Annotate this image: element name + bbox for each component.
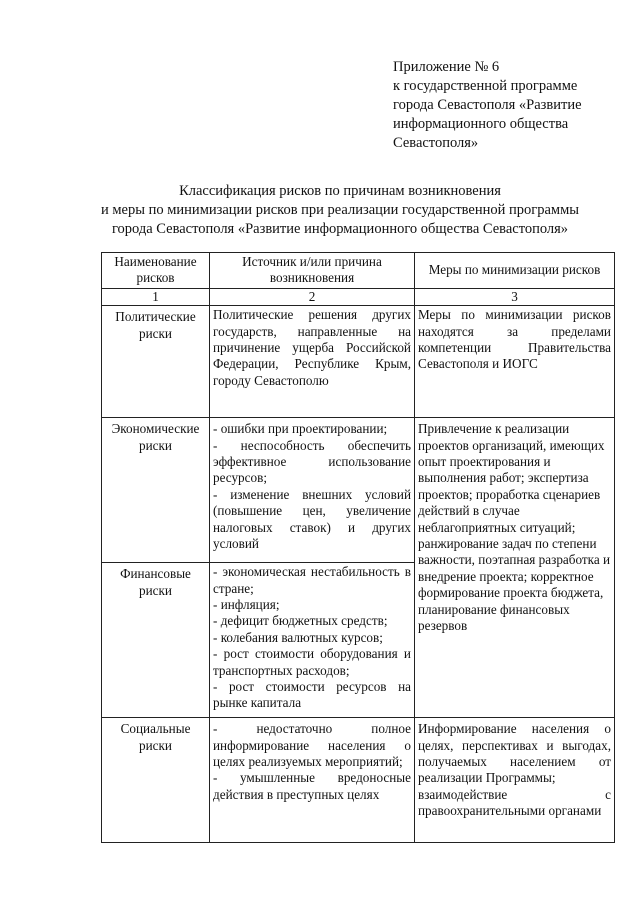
source-item: - рост стоимости оборудования и транспортных расходов; (213, 646, 411, 678)
source-item: - недостаточно полное информирование населения о целях реализуемых мероприятий; (213, 721, 411, 770)
source-item: - рост стоимости ресурсов на рынке капитала (213, 679, 411, 711)
source-item: - ошибки при проектировании; (213, 421, 388, 437)
risk-name-economic: Экономические риски (102, 418, 210, 563)
risk-name-social: Социальные риски (102, 718, 210, 843)
header-source: Источник и/или причина возникновения (210, 253, 415, 289)
table-row-social (102, 718, 615, 843)
column-number-row (102, 288, 615, 305)
title-line: и меры по минимизации рисков при реализации государственной программы (100, 202, 580, 218)
column-number: 2 (210, 288, 415, 305)
title-line: города Севастополя «Развитие информационного общества Севастополя» (111, 221, 569, 237)
risk-name-financial: Финансовые риски (102, 563, 210, 718)
measure-item: Информирование населения о целях, перспективах и выгодах, получаемых населением от реализации Программы; (418, 721, 611, 786)
risk-name-political: Политические риски (102, 306, 210, 418)
source-financial (210, 563, 415, 718)
header-measures: Меры по минимизации рисков (415, 253, 615, 289)
table-row-political (102, 306, 615, 418)
title-line: Классификация рисков по причинам возникновения (179, 183, 501, 199)
measures-political: Меры по минимизации рисков находятся за пределами компетенции Правительства Севастополя и ИОГС (415, 306, 615, 418)
measures-economic-financial: Привлечение к реализации проектов организаций, имеющих опыт проектирования и выполнения работ; экспертиза проектов; проработка сценариев действий в случае неблагоприятных ситуаций; ранжирование задач по степени важности, поэтапная разработка и внедрение проекта; корректное формирование проекта бюджета, планирование финансовых резервов (415, 418, 615, 718)
source-economic (210, 418, 415, 563)
appendix-line: города Севастополя «Развитие (393, 97, 582, 113)
table-row-economic (102, 418, 615, 563)
source-item: - дефицит бюджетных средств; (213, 613, 388, 629)
column-number: 1 (102, 288, 210, 305)
document-title (60, 182, 620, 239)
source-item: - экономическая нестабильность в стране; (213, 564, 411, 596)
risk-table (101, 252, 615, 843)
appendix-line: Приложение № 6 (393, 59, 500, 75)
source-social (210, 718, 415, 843)
source-item: - инфляция; (213, 597, 280, 613)
appendix-header (393, 58, 633, 153)
appendix-line: Севастополя» (393, 135, 479, 151)
table-header-row (102, 253, 615, 289)
source-political: Политические решения других государств, направленные на причинение ущерба Российской Федерации, Республике Крым, городу Севастополю (210, 306, 415, 418)
header-risk-name: Наименование рисков (102, 253, 210, 289)
source-item: - изменение внешних условий (повышение цен, увеличение налоговых ставок) и других условий (213, 486, 411, 552)
appendix-line: к государственной программе (393, 78, 578, 94)
source-item: - неспособность обеспечить эффективное использование ресурсов; (213, 437, 411, 486)
source-item: - умышленные вредоносные действия в преступных целях (213, 770, 411, 802)
measure-item: взаимодействие с правоохранительными органами (418, 786, 611, 819)
appendix-line: информационного общества (393, 116, 569, 132)
source-item: - колебания валютных курсов; (213, 629, 383, 645)
column-number: 3 (415, 288, 615, 305)
measures-social (415, 718, 615, 843)
